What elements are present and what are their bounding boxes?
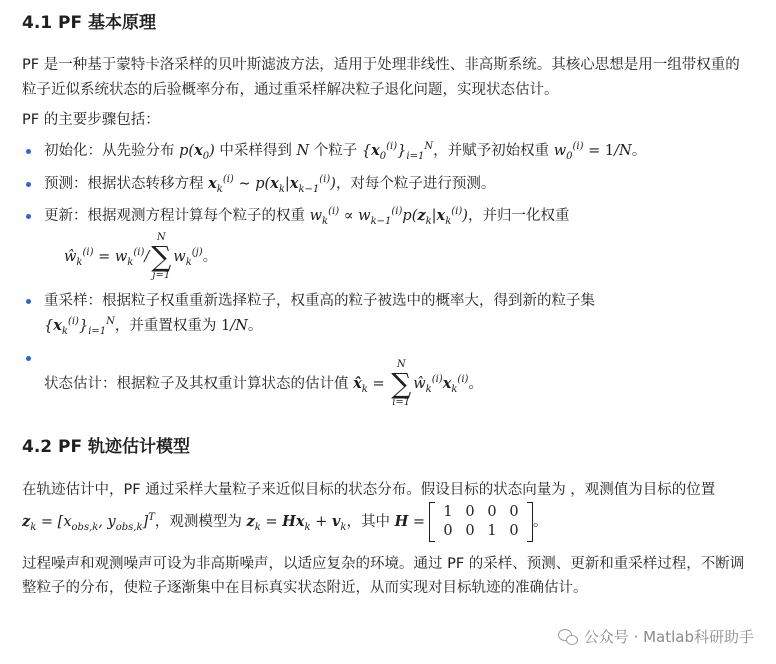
matrix-cell: 0 (465, 504, 475, 521)
math-obs-model: $z_k = Hx_k + v_k$ (246, 512, 347, 533)
step-predict: 预测：根据状态转移方程 $x_k^{(i)}$ ∼ $p(x_k|x_{k-1}^{(i)})$，对每个粒子进行预测。 (22, 172, 754, 197)
math-weight-update: $w_k^{(i)} \propto w_{k-1}^{(i)}p(z_k|x_k^{(i)})$ (309, 206, 468, 228)
steps-lead: PF 的主要步骤包括： (22, 112, 160, 129)
step-estimate: 状态估计：根据粒子及其权重计算状态的估计值 $x̂_k$ = N ∑ i=1 $ŵ_k^{(i)}x_k^{(i)}$。 (22, 346, 754, 408)
math-reset-weight: 1/N (221, 317, 248, 334)
math-init-weight: $w_0^{(i)} = 1/N$ (553, 141, 632, 162)
wechat-icon (558, 629, 578, 645)
matrix-cell: 0 (443, 522, 453, 539)
intro-paragraph: PF 是一种基于蒙特卡洛采样的贝叶斯滤波方法，适用于处理非线性、非高斯系统。其核心思想是用一组带权重的粒子近似系统状态的后验概率分布，通过重采样解决粒子退化问题，实现状态估计。 (22, 57, 740, 98)
math-H: H = (394, 512, 426, 530)
step-resample: 重采样：根据粒子权重重新选择粒子，权重高的粒子被选中的概率大，得到新的粒子集 $\{x_k^{(i)}\}_{i=1}^N$，并重置权重为 1/N。 (22, 289, 754, 338)
math-normalize: $ŵ_k^{(i)} = w_k^{(i)}/$ N ∑ j=1 $w_k^{(j)}$。 (64, 232, 218, 282)
math-observation: $z_k = [x_{obs,k}$, $y_{obs,k}]^T$ (22, 512, 155, 533)
math-N: N (296, 143, 310, 160)
section-title-4-2: 4.2 PF 轨迹估计模型 (22, 437, 191, 458)
section-title-4-1: 4.1 PF 基本原理 (22, 13, 157, 33)
step-update: 更新：根据观测方程计算每个粒子的权重 $w_k^{(i)} \propto w_{k-1}^{(i)}p(z_k|x_k^{(i)})$，并归一化权重 $ŵ_k^{(i)} = w_k^{(i)}/$ N ∑ j=1 $w_k^{(j)}$。 (22, 204, 754, 281)
noise-paragraph: 过程噪声和观测噪声可设为非高斯噪声，以适应复杂的环境。通过 PF 的采样、预测、更新和重采样过程，不断调整粒子的分布，使粒子逐渐集中在目标真实状态附近，从而实现对目标轨迹的准确估计。 (22, 555, 745, 597)
matrix-cell: 0 (465, 522, 475, 539)
observation-matrix (429, 502, 533, 542)
steps-list (22, 139, 754, 408)
math-resampled-set: $\{x_k^{(i)}\}_{i=1}^N$ (44, 315, 115, 337)
step-init: 初始化：从先验分布 $p(x_0)$ 中采样得到 N 个粒子 $\{x_0^{(i)}\}_{i=1}^N$，并赋予初始权重 $w_0^{(i)} = 1/N$。 (22, 139, 754, 164)
watermark: 公众号 · Matlab科研助手 (558, 625, 754, 651)
model-paragraph: 在轨迹估计中，PF 通过采样大量粒子来近似目标的状态分布。假设目标的状态向量为 ，观测值为目标的位置 $z_k = [x_{obs,k}$, $y_{obs,k}]^T$，观测模型为 $z_k = Hx_k + v_k$，其中 H = 1 0 0 0 0 0 1 0 。 (22, 478, 754, 542)
matrix-cell: 1 (487, 522, 497, 539)
matrix-cell: 1 (443, 504, 453, 521)
matrix-cell: 0 (487, 504, 497, 521)
math-estimate: $x̂_k$ = (353, 375, 385, 396)
matrix-cell: 0 (509, 504, 519, 521)
matrix-cell: 0 (509, 522, 519, 539)
math-prior: $p(x_0)$ (179, 142, 215, 162)
math-transition: $x_k^{(i)}$ ∼ $p(x_k|x_{k-1}^{(i)})$ (208, 173, 336, 195)
math-particle-set: $\{x_0^{(i)}\}_{i=1}^N$ (361, 141, 434, 162)
